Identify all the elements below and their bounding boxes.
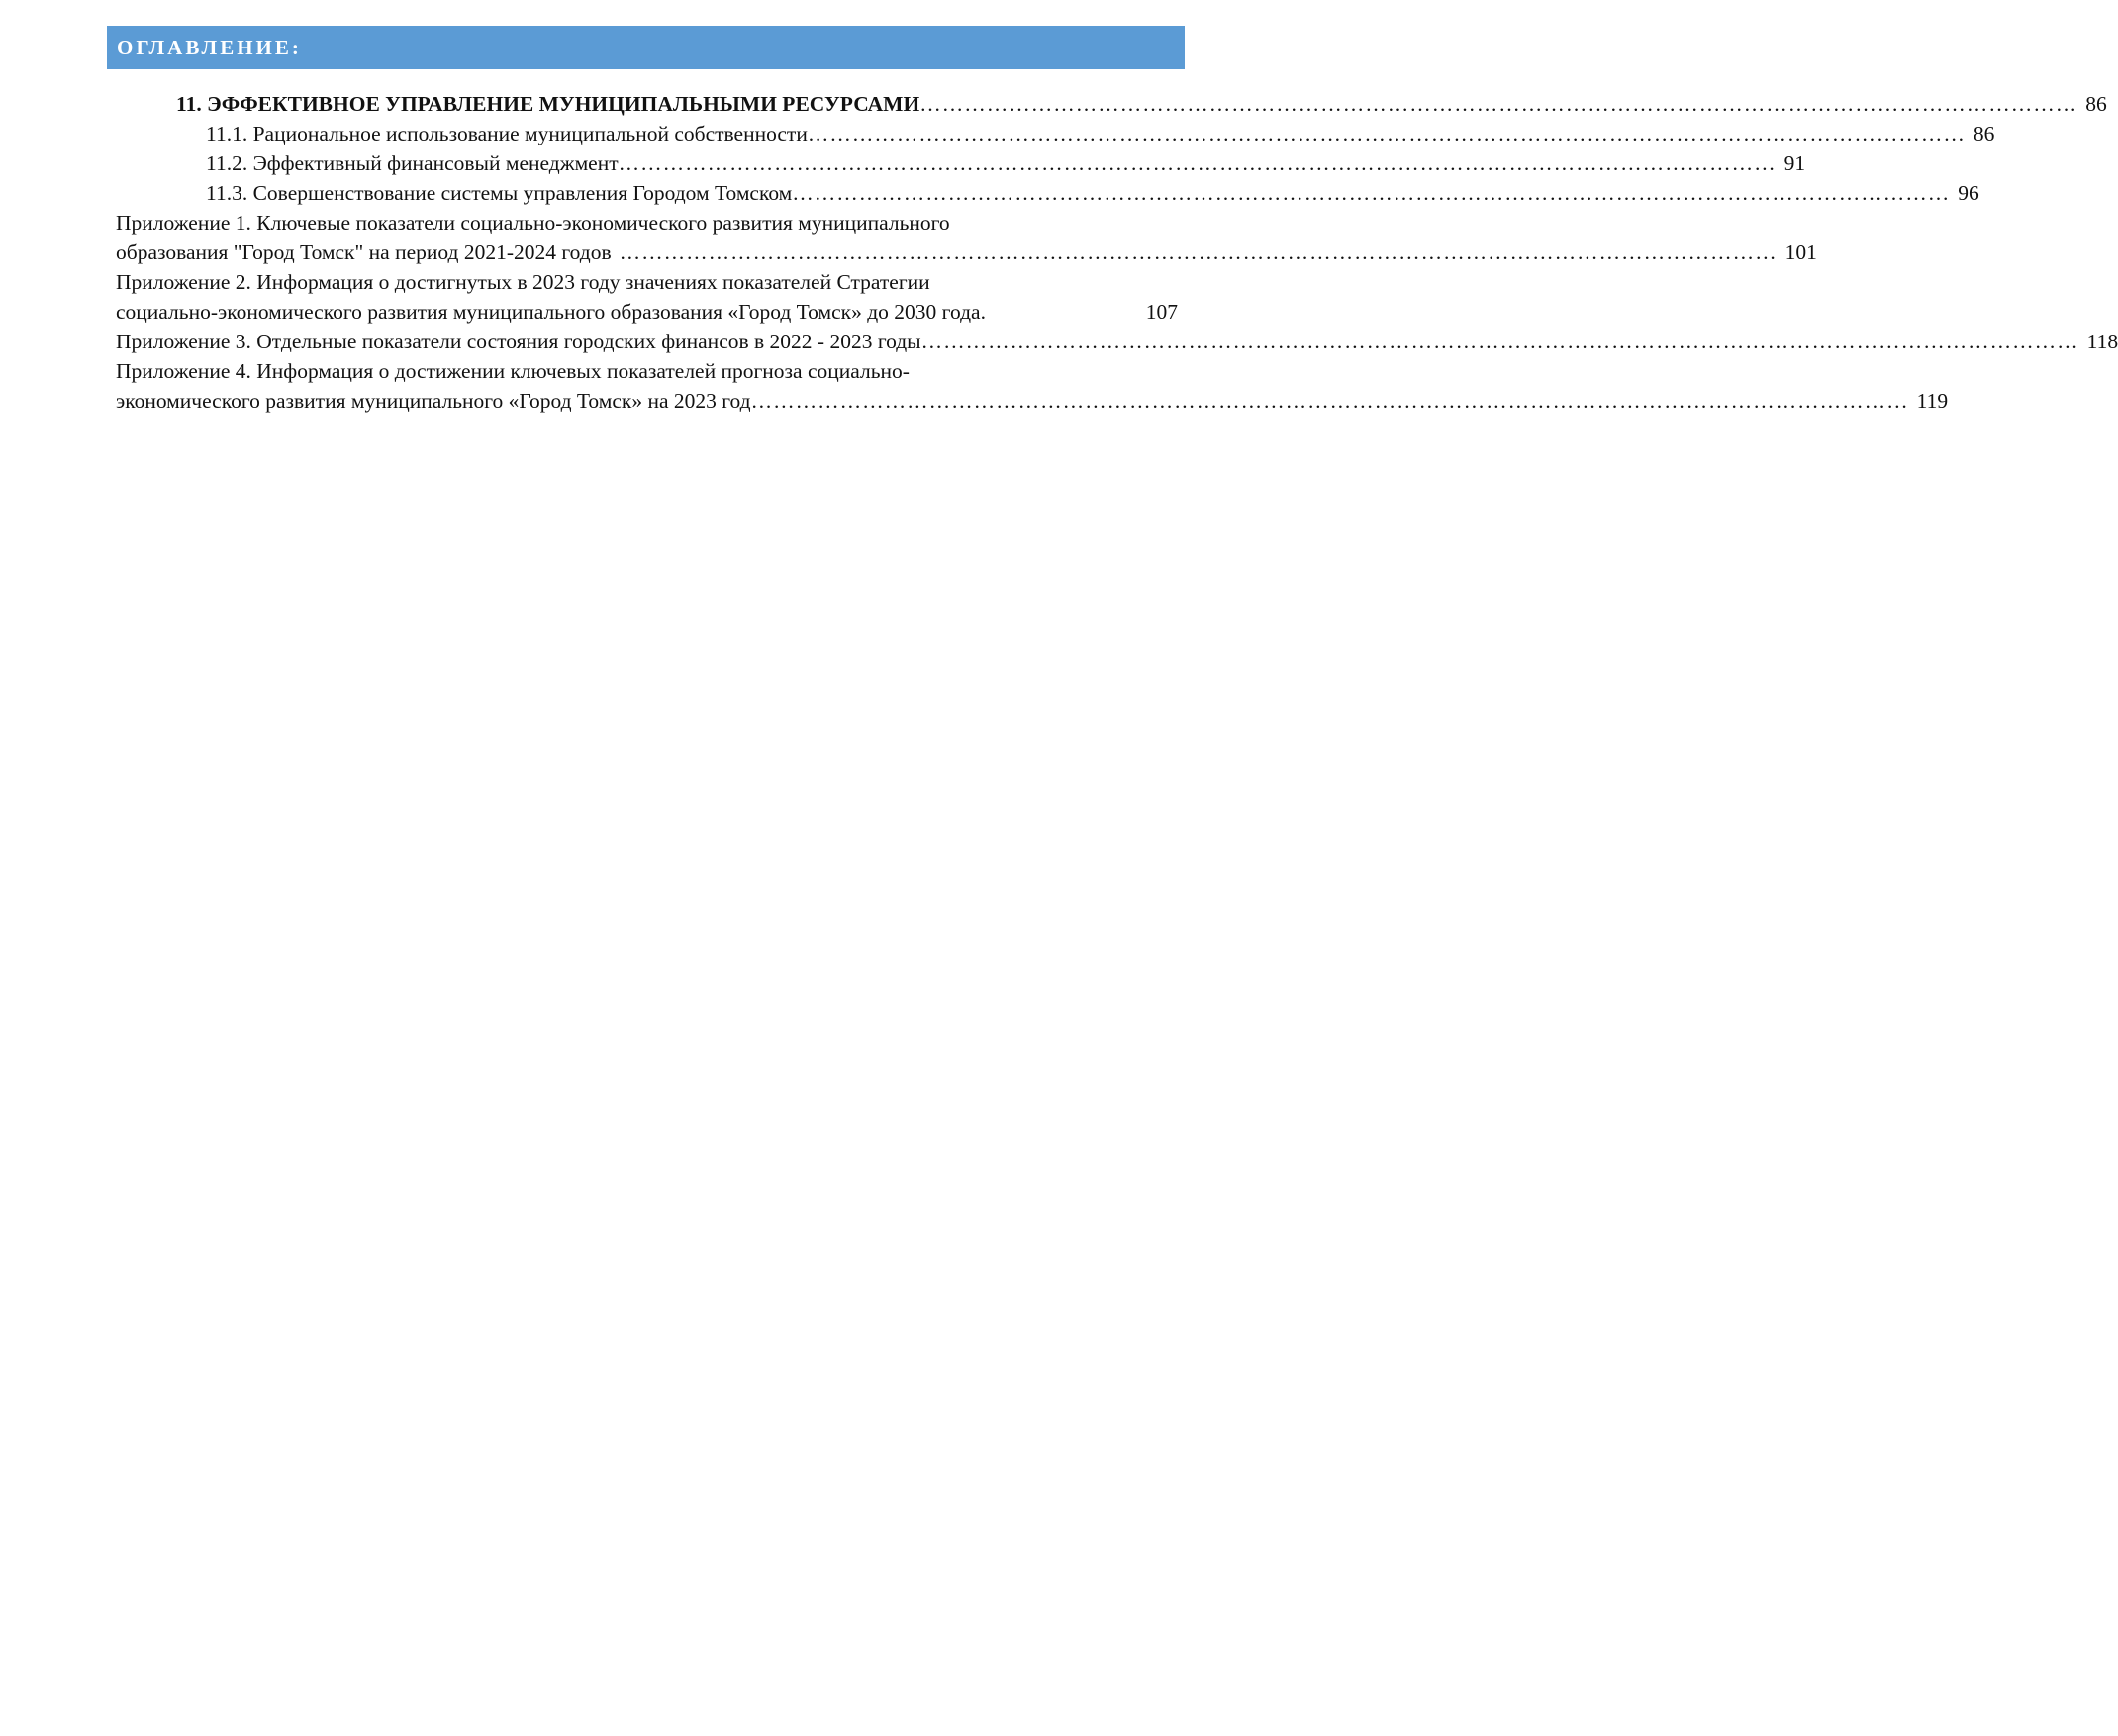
toc-entry-title-line2: социально-экономического развития муниципального образования «Город Томск» до 2030 года. [116,300,986,324]
toc-entry-title: 11.1. Рациональное использование муниципальной собственности [206,122,808,145]
toc-entry-title-line2: экономического развития муниципального «Город Томск» на 2023 год [116,389,751,413]
dot-leader: ………………………………………………………………………………………………………………………………………… [807,122,1966,145]
toc-entry-line2 [116,239,1817,266]
toc-entry-section-11[interactable] [176,90,2107,118]
toc-entry-page: 107 [1145,300,1178,324]
toc-entry-11-1[interactable] [206,120,1995,147]
dot-leader: ………………………………………………………………………………………………………………………………………… [618,151,1777,175]
toc-entry-title-line2: образования "Город Томск" на период 2021-2024 годов [116,241,612,264]
toc-title: ОГЛАВЛЕНИЕ: [117,35,302,59]
toc-entry-title: 11. ЭФФЕКТИВНОЕ УПРАВЛЕНИЕ МУНИЦИПАЛЬНЫМИ РЕСУРСАМИ [176,92,920,116]
toc-entry-title-line1: Приложение 1. Ключевые показатели социально-экономического развития муниципального [116,211,950,235]
dot-leader: ………………………………………………………………………………………………………………………………………… [792,181,1951,205]
toc-entry-title: 11.2. Эффективный финансовый менеджмент [206,151,619,175]
toc-entry-title: Приложение 3. Отдельные показатели состояния городских финансов в 2022 - 2023 годы [116,330,921,353]
dot-leader: ………………………………………………………………………………………………………………………………………… [619,241,1778,264]
toc-entry-page: 96 [1958,181,1979,205]
toc-entry-title: 11.3. Совершенствование системы управления Городом Томском [206,181,793,205]
toc-entry-11-3[interactable] [206,179,1979,207]
toc-entry-line2 [116,387,1949,415]
dot-leader: ………………………………………………………………………………………………………………………………………… [920,330,2079,353]
toc-entry-title-line1: Приложение 2. Информация о достигнутых в 2023 году значениях показателей Стратегии [116,270,930,294]
toc-entry-page: 91 [1783,151,1806,175]
toc-header [107,26,1185,69]
toc-entry-title-line1: Приложение 4. Информация о достижении ключевых показателей прогноза социально- [116,359,910,383]
toc-entry-page: 101 [1784,241,1817,264]
toc-entry-page: 86 [2085,92,2107,116]
dot-leader: ………………………………………………………………………………………………………………………………………… [750,389,1909,413]
toc-entry-page: 86 [1973,122,1995,145]
toc-entry-appendix-3[interactable] [116,328,2118,355]
toc-entry-line2 [116,298,1178,326]
toc-entry-page: 118 [2086,330,2118,353]
dot-leader: ………………………………………………………………………………………………………………………………………… [919,92,2078,116]
toc-entry-11-2[interactable] [206,149,1806,177]
toc-entry-page: 119 [1916,389,1949,413]
